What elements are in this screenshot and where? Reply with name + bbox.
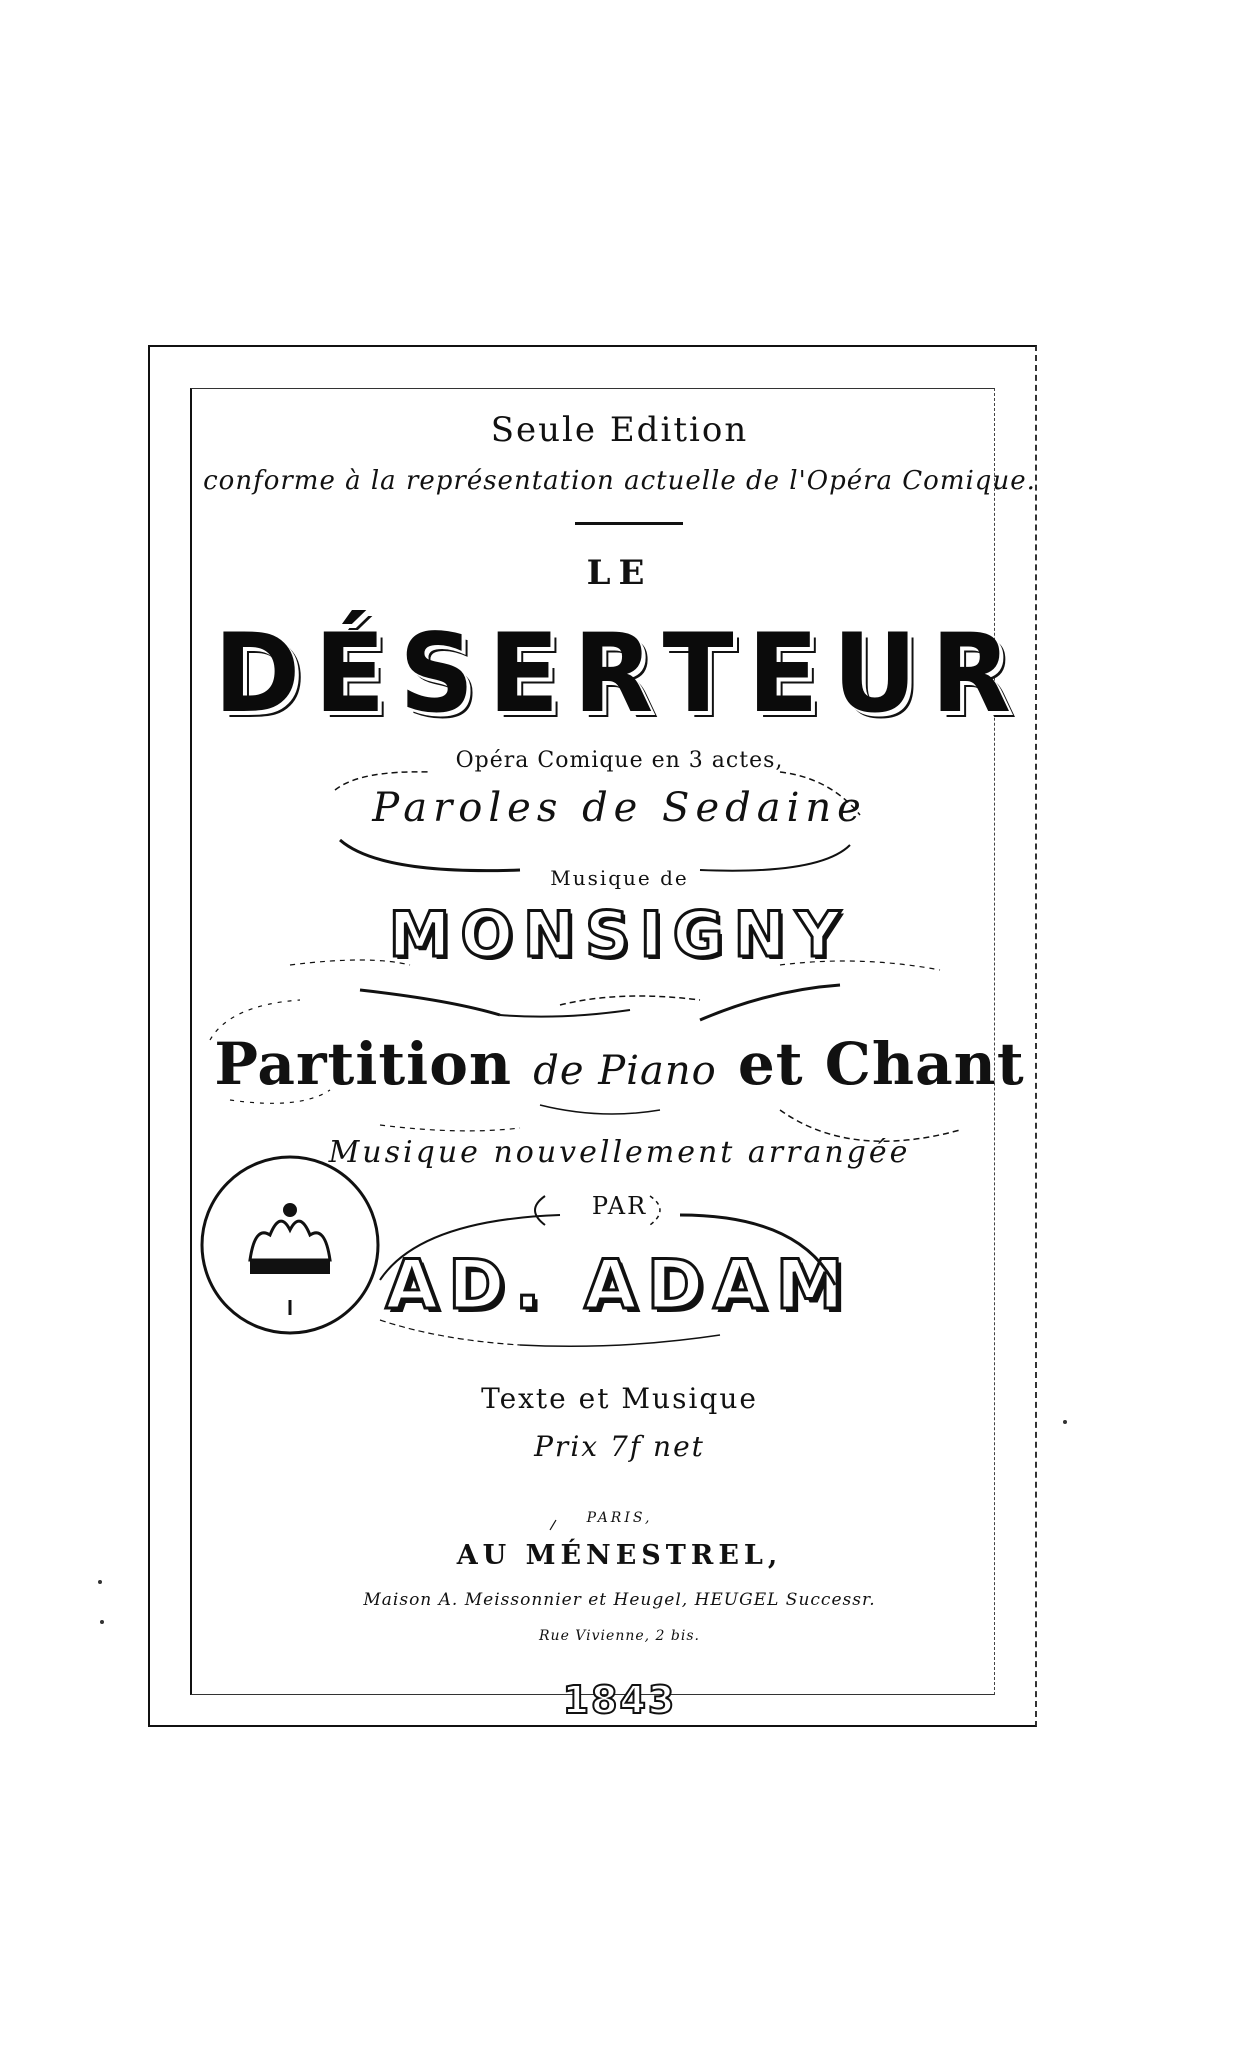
partition-line bbox=[0, 1030, 1239, 1098]
price-line: Prix 7f net bbox=[534, 1430, 705, 1463]
crown-icon bbox=[195, 1150, 385, 1340]
librettist-line: Paroles de Sedaine bbox=[372, 785, 867, 831]
heading-rule bbox=[575, 522, 683, 525]
composer-name: MONSIGNY bbox=[388, 898, 851, 971]
publisher-house-line: Maison A. Meissonnier et Heugel, HEUGEL Successr. bbox=[363, 1590, 876, 1610]
address-line: Rue Vivienne, 2 bis. bbox=[539, 1628, 700, 1644]
musique-de-label: Musique de bbox=[550, 866, 689, 890]
city-line: PARIS, bbox=[586, 1510, 653, 1526]
publisher-name: AU MÉNESTREL, bbox=[456, 1540, 783, 1571]
arrangement-line: Musique nouvellement arrangée bbox=[328, 1135, 911, 1170]
conforme-line: conforme à la représentation actuelle de l'Opéra Comique. bbox=[203, 466, 1036, 496]
publication-year: 1843 bbox=[562, 1678, 677, 1722]
article-le: LE bbox=[586, 553, 653, 593]
piano-words: de Piano bbox=[533, 1048, 717, 1094]
opera-subtitle: Opéra Comique en 3 actes, bbox=[455, 748, 784, 773]
par-label: PAR bbox=[591, 1192, 648, 1220]
seule-edition-heading: Seule Edition bbox=[490, 410, 749, 450]
ink-speck bbox=[98, 1580, 102, 1584]
chant-words: et Chant bbox=[737, 1030, 1025, 1098]
library-stamp bbox=[195, 1150, 385, 1340]
texte-musique-line: Texte et Musique bbox=[481, 1382, 758, 1415]
ink-speck bbox=[1063, 1420, 1067, 1424]
partition-word: Partition bbox=[214, 1030, 513, 1098]
opera-title: DÉSERTEUR bbox=[213, 608, 1026, 738]
arranger-name: AD. ADAM bbox=[385, 1246, 854, 1325]
ink-speck bbox=[100, 1620, 104, 1624]
